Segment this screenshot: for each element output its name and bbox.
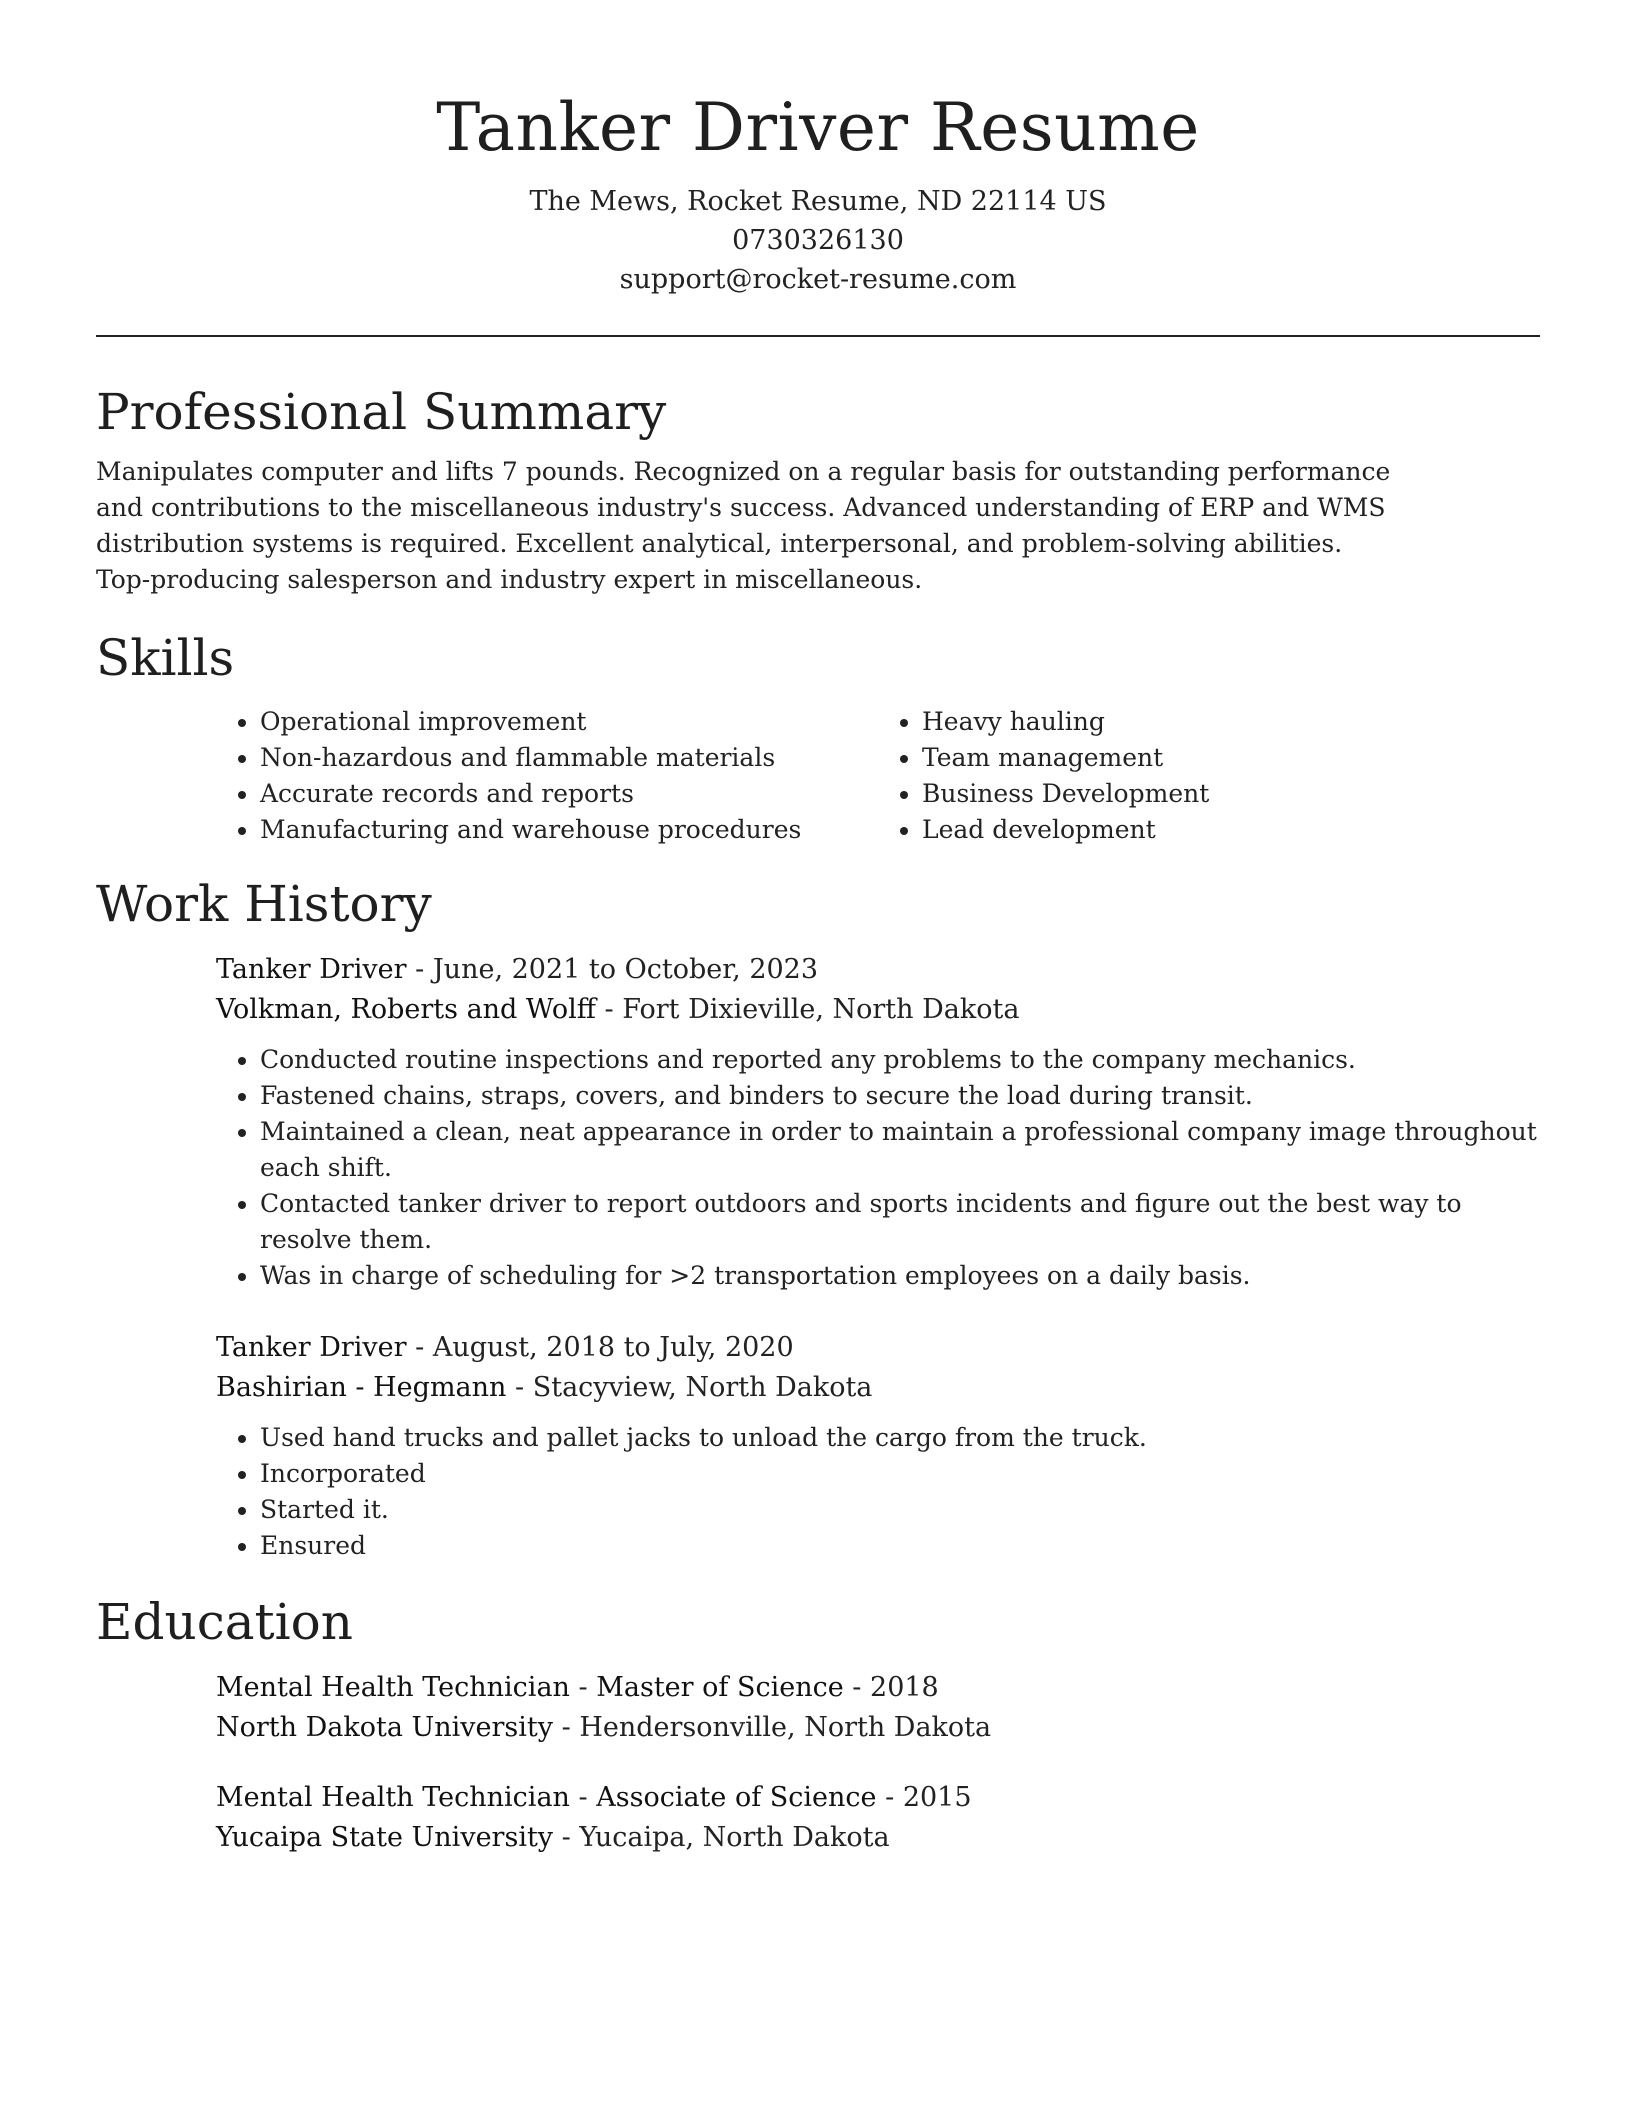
education-degree: Master of Science bbox=[596, 1672, 844, 1703]
job-bullet: • Contacted tanker driver to report outdoors and sports incidents and figure out the best way to resolve them. bbox=[260, 1186, 1540, 1258]
separator: - bbox=[553, 1712, 580, 1743]
education-entry bbox=[216, 1778, 1540, 1858]
job-company: Bashirian - Hegmann bbox=[216, 1372, 507, 1403]
separator: - bbox=[843, 1672, 871, 1703]
education-heading: Education bbox=[96, 1593, 353, 1651]
skill-item: • Team management bbox=[922, 740, 1540, 776]
resume-header bbox=[96, 0, 1540, 299]
separator: - bbox=[569, 1672, 597, 1703]
skill-item: • Non-hazardous and flammable materials bbox=[260, 740, 878, 776]
education-degree-line bbox=[216, 1778, 1540, 1818]
skills-list-left bbox=[216, 704, 878, 848]
work-history-section bbox=[96, 872, 1540, 1564]
separator: - bbox=[569, 1782, 597, 1813]
job-bullet: • Conducted routine inspections and reported any problems to the company mechanics. bbox=[260, 1042, 1540, 1078]
separator: - bbox=[553, 1822, 580, 1853]
education-year: 2015 bbox=[902, 1782, 972, 1813]
education-school-line bbox=[216, 1818, 1540, 1858]
job-entry bbox=[216, 1328, 1540, 1564]
job-role: Tanker Driver bbox=[216, 1332, 407, 1363]
job-location: Stacyview, North Dakota bbox=[532, 1372, 873, 1403]
job-title-line bbox=[216, 1328, 1540, 1368]
job-company: Volkman, Roberts and Wolff bbox=[216, 994, 596, 1025]
summary-section bbox=[96, 380, 1540, 598]
job-title-line bbox=[216, 950, 1540, 990]
skills-grid bbox=[216, 704, 1540, 848]
job-bullets bbox=[216, 1420, 1540, 1564]
skill-item: • Heavy hauling bbox=[922, 704, 1540, 740]
job-bullet: • Was in charge of scheduling for >2 transportation employees on a daily basis. bbox=[260, 1258, 1540, 1294]
skill-item: • Operational improvement bbox=[260, 704, 878, 740]
education-school-line bbox=[216, 1708, 1540, 1748]
education-degree: Associate of Science bbox=[596, 1782, 877, 1813]
job-dates: August, 2018 to July, 2020 bbox=[432, 1332, 794, 1363]
skill-item: • Manufacturing and warehouse procedures bbox=[260, 812, 878, 848]
resume-page bbox=[96, 0, 1540, 1853]
education-location: Yucaipa, North Dakota bbox=[579, 1822, 890, 1853]
header-divider bbox=[96, 335, 1540, 337]
education-school: Yucaipa State University bbox=[216, 1822, 554, 1853]
job-entry bbox=[216, 950, 1540, 1294]
phone-text: 0730326130 bbox=[732, 225, 904, 256]
job-dates: June, 2021 to October, 2023 bbox=[432, 954, 819, 985]
skill-item: • Accurate records and reports bbox=[260, 776, 878, 812]
summary-heading: Professional Summary bbox=[96, 383, 667, 441]
email-text: support@rocket-resume.com bbox=[619, 264, 1017, 295]
contact-info bbox=[96, 182, 1540, 299]
job-bullet: • Incorporated bbox=[260, 1456, 1540, 1492]
job-role: Tanker Driver bbox=[216, 954, 407, 985]
job-bullet: • Started it. bbox=[260, 1492, 1540, 1528]
job-bullets bbox=[216, 1042, 1540, 1294]
skills-heading: Skills bbox=[96, 629, 235, 687]
skill-item: • Business Development bbox=[922, 776, 1540, 812]
education-entry bbox=[216, 1668, 1540, 1748]
skill-item: • Lead development bbox=[922, 812, 1540, 848]
job-bullet: • Used hand trucks and pallet jacks to unload the cargo from the truck. bbox=[260, 1420, 1540, 1456]
work-history-heading: Work History bbox=[96, 875, 432, 933]
job-bullet: • Maintained a clean, neat appearance in order to maintain a professional company image throughout each shift. bbox=[260, 1114, 1540, 1186]
education-section bbox=[96, 1590, 1540, 1858]
job-company-line bbox=[216, 990, 1540, 1030]
education-degree-line bbox=[216, 1668, 1540, 1708]
separator: - bbox=[406, 1332, 433, 1363]
education-year: 2018 bbox=[870, 1672, 939, 1703]
education-field: Mental Health Technician bbox=[216, 1782, 570, 1813]
job-bullet: • Ensured bbox=[260, 1528, 1540, 1564]
separator: - bbox=[406, 954, 433, 985]
separator: - bbox=[506, 1372, 533, 1403]
skills-list-right bbox=[878, 704, 1540, 848]
summary-text: Manipulates computer and lifts 7 pounds. Recognized on a regular basis for outstanding performance and contributions to the miscellaneous industry's success. Advanced understanding of ERP and WMS distribution systems is required. Excellent analytical, interpersonal, and problem-solving abilities. Top-producing salesperson and industry expert in miscellaneous. bbox=[96, 457, 1391, 594]
separator: - bbox=[876, 1782, 903, 1813]
separator: - bbox=[595, 994, 623, 1025]
education-location: Hendersonville, North Dakota bbox=[579, 1712, 992, 1743]
education-school: North Dakota University bbox=[216, 1712, 554, 1743]
job-location: Fort Dixieville, North Dakota bbox=[622, 994, 1020, 1025]
skills-section bbox=[96, 626, 1540, 848]
job-company-line bbox=[216, 1368, 1540, 1408]
education-field: Mental Health Technician bbox=[216, 1672, 570, 1703]
job-bullet: • Fastened chains, straps, covers, and binders to secure the load during transit. bbox=[260, 1078, 1540, 1114]
resume-title: Tanker Driver Resume bbox=[436, 89, 1200, 166]
address-text: The Mews, Rocket Resume, ND 22114 US bbox=[529, 186, 1107, 217]
